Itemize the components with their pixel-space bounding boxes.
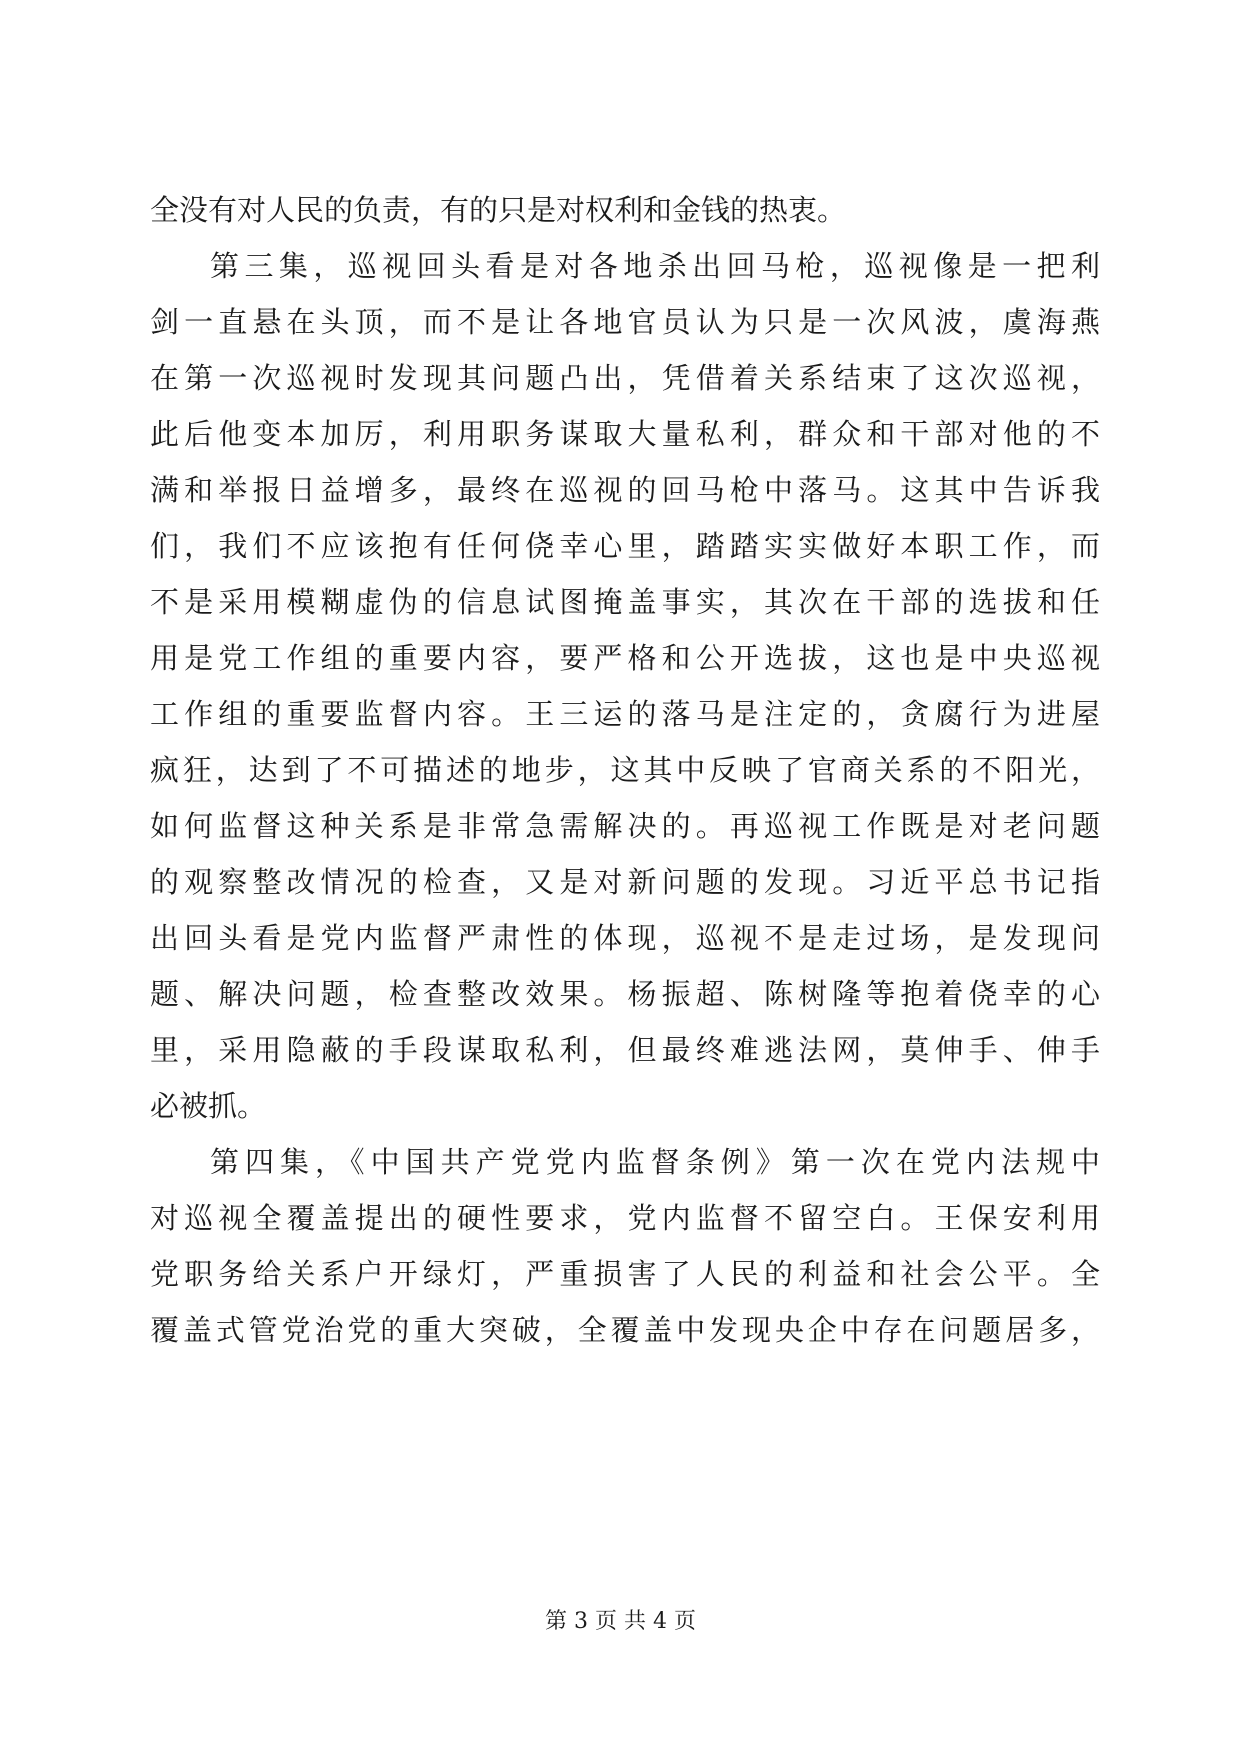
text-line: 剑一直悬在头顶，而不是让各地官员认为只是一次风波，虞海燕 <box>150 305 1100 339</box>
paragraph-first-line: 第四集，《中国共产党党内监督条例》第一次在党内法规中 <box>210 1145 1100 1179</box>
text-line: 题、解决问题，检查整改效果。杨振超、陈树隆等抱着侥幸的心 <box>150 977 1100 1011</box>
text-line: 疯狂，达到了不可描述的地步，这其中反映了官商关系的不阳光， <box>150 753 1100 787</box>
text-line: 必被抓。 <box>150 1089 267 1123</box>
page-number-footer: 第 3 页 共 4 页 <box>545 1609 696 1634</box>
text-line: 工作组的重要监督内容。王三运的落马是注定的，贪腐行为进屋 <box>150 697 1100 731</box>
text-line: 出回头看是党内监督严肃性的体现，巡视不是走过场，是发现问 <box>150 921 1100 955</box>
text-line: 全没有对人民的负责，有的只是对权利和金钱的热衷。 <box>150 193 847 227</box>
text-line: 不是采用模糊虚伪的信息试图掩盖事实，其次在干部的选拔和任 <box>150 585 1100 619</box>
text-line: 覆盖式管党治党的重大突破，全覆盖中发现央企中存在问题居多， <box>150 1313 1100 1347</box>
text-line: 在第一次巡视时发现其问题凸出，凭借着关系结束了这次巡视， <box>150 361 1100 395</box>
text-line: 里，采用隐蔽的手段谋取私利，但最终难逃法网，莫伸手、伸手 <box>150 1033 1100 1067</box>
paragraph-first-line: 第三集，巡视回头看是对各地杀出回马枪，巡视像是一把利 <box>210 249 1100 283</box>
text-line: 党职务给关系户开绿灯，严重损害了人民的利益和社会公平。全 <box>150 1257 1100 1291</box>
text-line: 如何监督这种关系是非常急需解决的。再巡视工作既是对老问题 <box>150 809 1100 843</box>
text-line: 对巡视全覆盖提出的硬性要求，党内监督不留空白。王保安利用 <box>150 1201 1100 1235</box>
text-line: 的观察整改情况的检查，又是对新问题的发现。习近平总书记指 <box>150 865 1100 899</box>
text-line: 此后他变本加厉，利用职务谋取大量私利，群众和干部对他的不 <box>150 417 1100 451</box>
text-line: 满和举报日益增多，最终在巡视的回马枪中落马。这其中告诉我 <box>150 473 1100 507</box>
text-line: 用是党工作组的重要内容，要严格和公开选拔，这也是中央巡视 <box>150 641 1100 675</box>
text-line: 们，我们不应该抱有任何侥幸心里，踏踏实实做好本职工作，而 <box>150 529 1100 563</box>
